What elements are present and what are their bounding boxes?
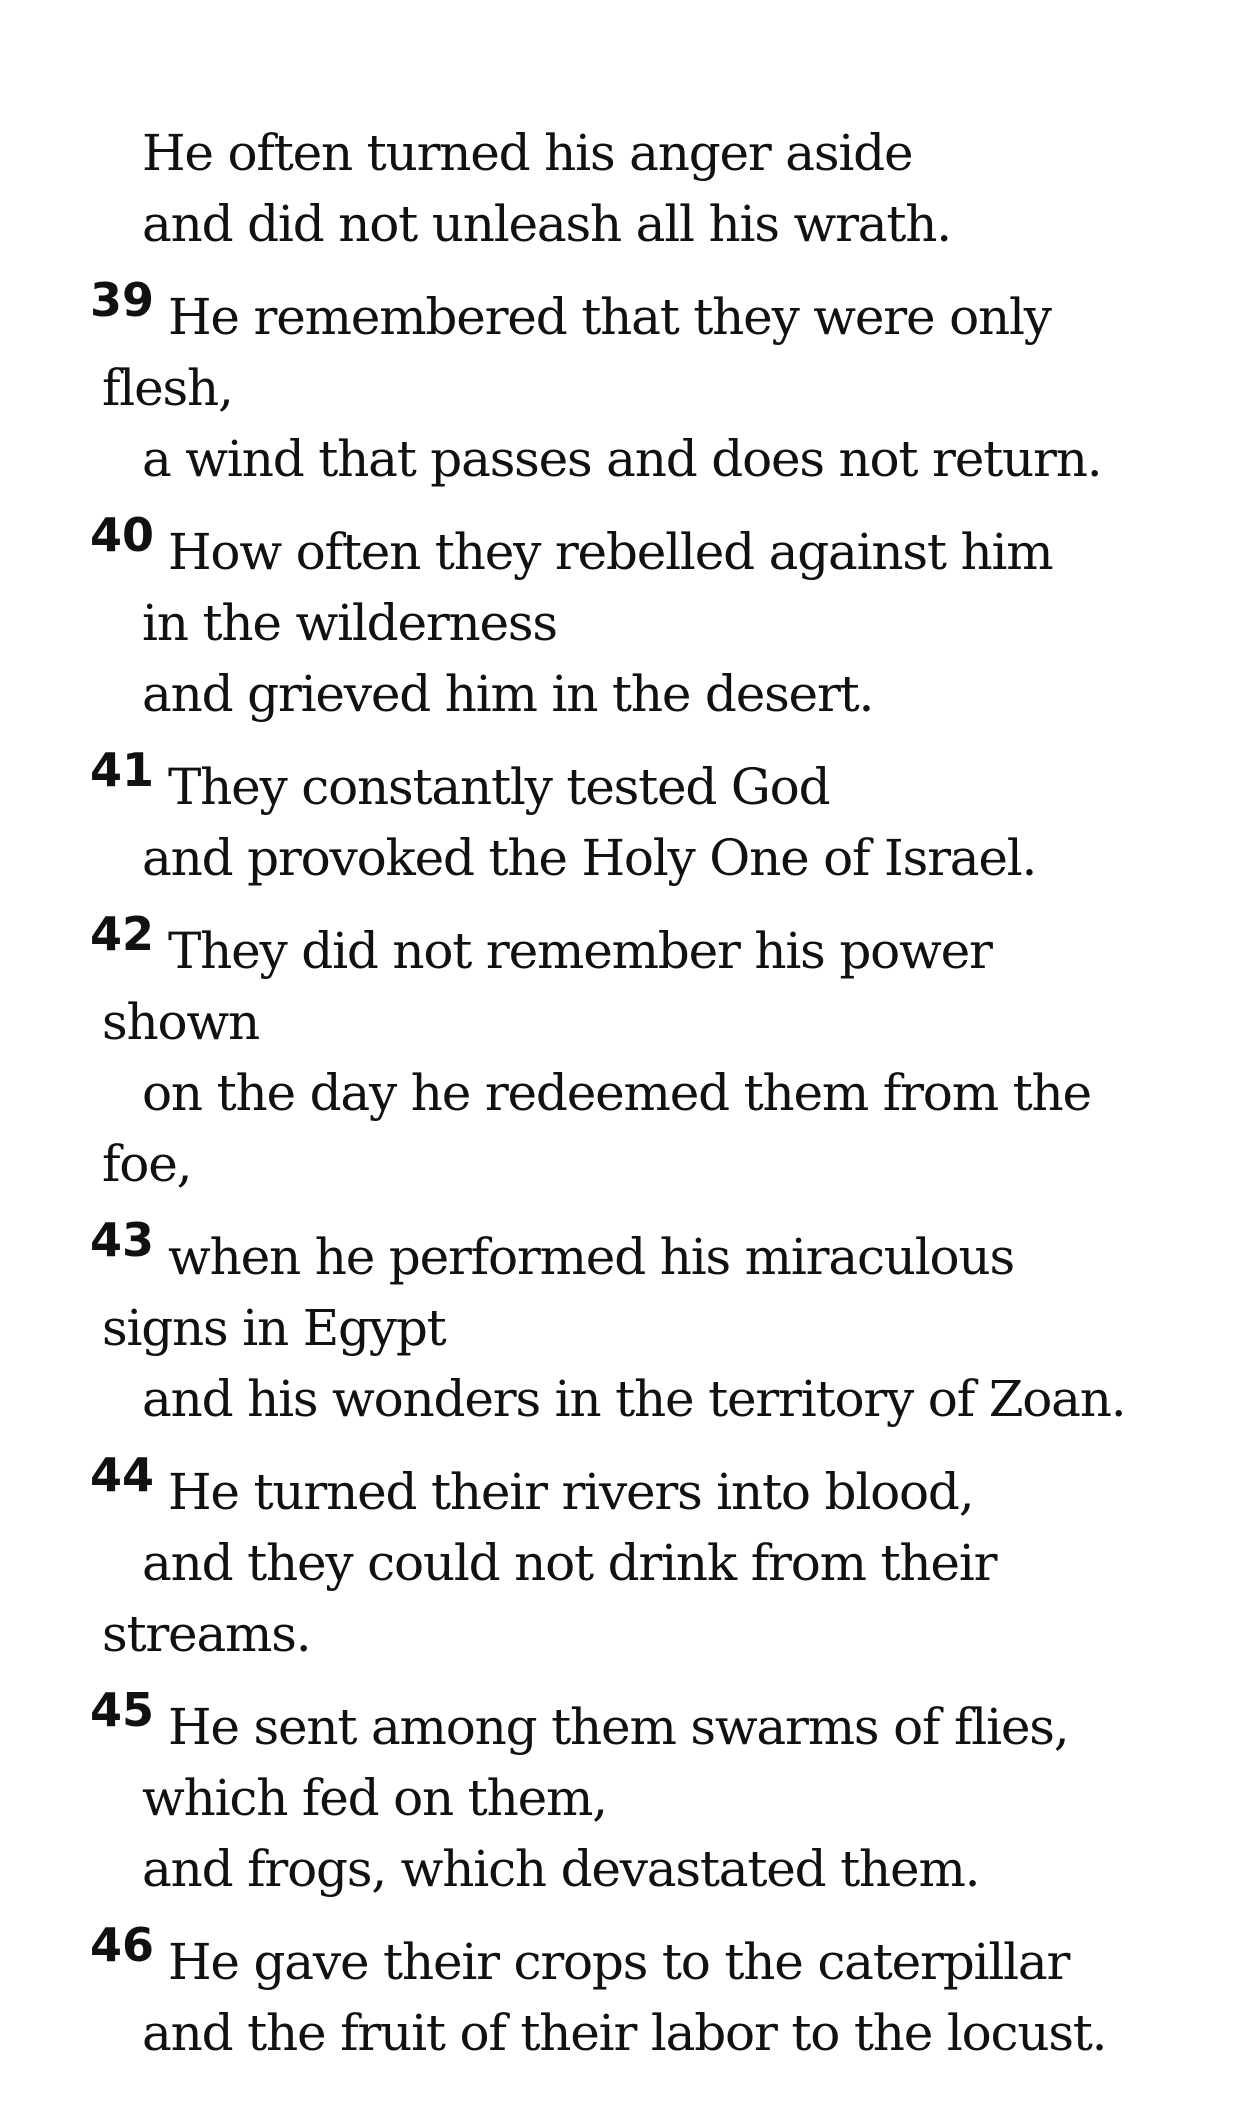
verse-text: He remembered that they were only <box>168 288 1051 346</box>
verse-text: He turned their rivers into blood, <box>168 1463 974 1521</box>
verse-39-line: flesh, <box>102 359 233 417</box>
verse-number: 42 <box>90 907 155 961</box>
verse-text: when he performed his miraculous <box>168 1228 1014 1286</box>
verse-46-line: and the fruit of their labor to the locust. <box>142 2004 1107 2062</box>
verse-text: He sent among them swarms of flies, <box>168 1698 1069 1756</box>
intro-line: and did not unleash all his wrath. <box>142 195 951 253</box>
verse-39-line: a wind that passes and does not return. <box>142 430 1102 488</box>
verse-number: 45 <box>90 1683 155 1737</box>
verse-40-line: and grieved him in the desert. <box>142 665 874 723</box>
verse-42-line: on the day he redeemed them from the <box>142 1064 1091 1122</box>
verse-45-line: and frogs, which devastated them. <box>142 1840 980 1898</box>
verse-40-first-line <box>90 508 1200 588</box>
verse-45-line: which fed on them, <box>142 1769 607 1827</box>
verse-42-first-line <box>90 907 1200 987</box>
verse-41-first-line <box>90 743 1200 823</box>
verse-number: 44 <box>90 1448 155 1502</box>
verse-number: 43 <box>90 1213 155 1267</box>
verse-number: 46 <box>90 1918 155 1972</box>
verse-text: They constantly tested God <box>168 758 830 816</box>
verse-text: He gave their crops to the caterpillar <box>168 1933 1070 1991</box>
verse-number: 41 <box>90 743 155 797</box>
verse-43-line: and his wonders in the territory of Zoan. <box>142 1370 1126 1428</box>
verse-number: 40 <box>90 508 155 562</box>
verse-43-first-line <box>90 1213 1200 1293</box>
verse-44-first-line <box>90 1448 1200 1528</box>
verse-text: How often they rebelled against him <box>168 523 1053 581</box>
verse-42-line: shown <box>102 993 259 1051</box>
verse-41-line: and provoked the Holy One of Israel. <box>142 829 1037 887</box>
verse-number: 39 <box>90 273 155 327</box>
intro-line: He often turned his anger aside <box>142 124 913 182</box>
verse-text: They did not remember his power <box>168 922 992 980</box>
scripture-passage <box>90 118 1200 2069</box>
verse-40-line: in the wilderness <box>142 594 557 652</box>
verse-42-line: foe, <box>102 1135 192 1193</box>
verse-45-first-line <box>90 1683 1200 1763</box>
verse-46-first-line <box>90 1918 1200 1998</box>
verse-44-line: streams. <box>102 1605 311 1663</box>
verse-44-line: and they could not drink from their <box>142 1534 997 1592</box>
verse-43-line: signs in Egypt <box>102 1299 446 1357</box>
verse-39-first-line <box>90 273 1200 353</box>
